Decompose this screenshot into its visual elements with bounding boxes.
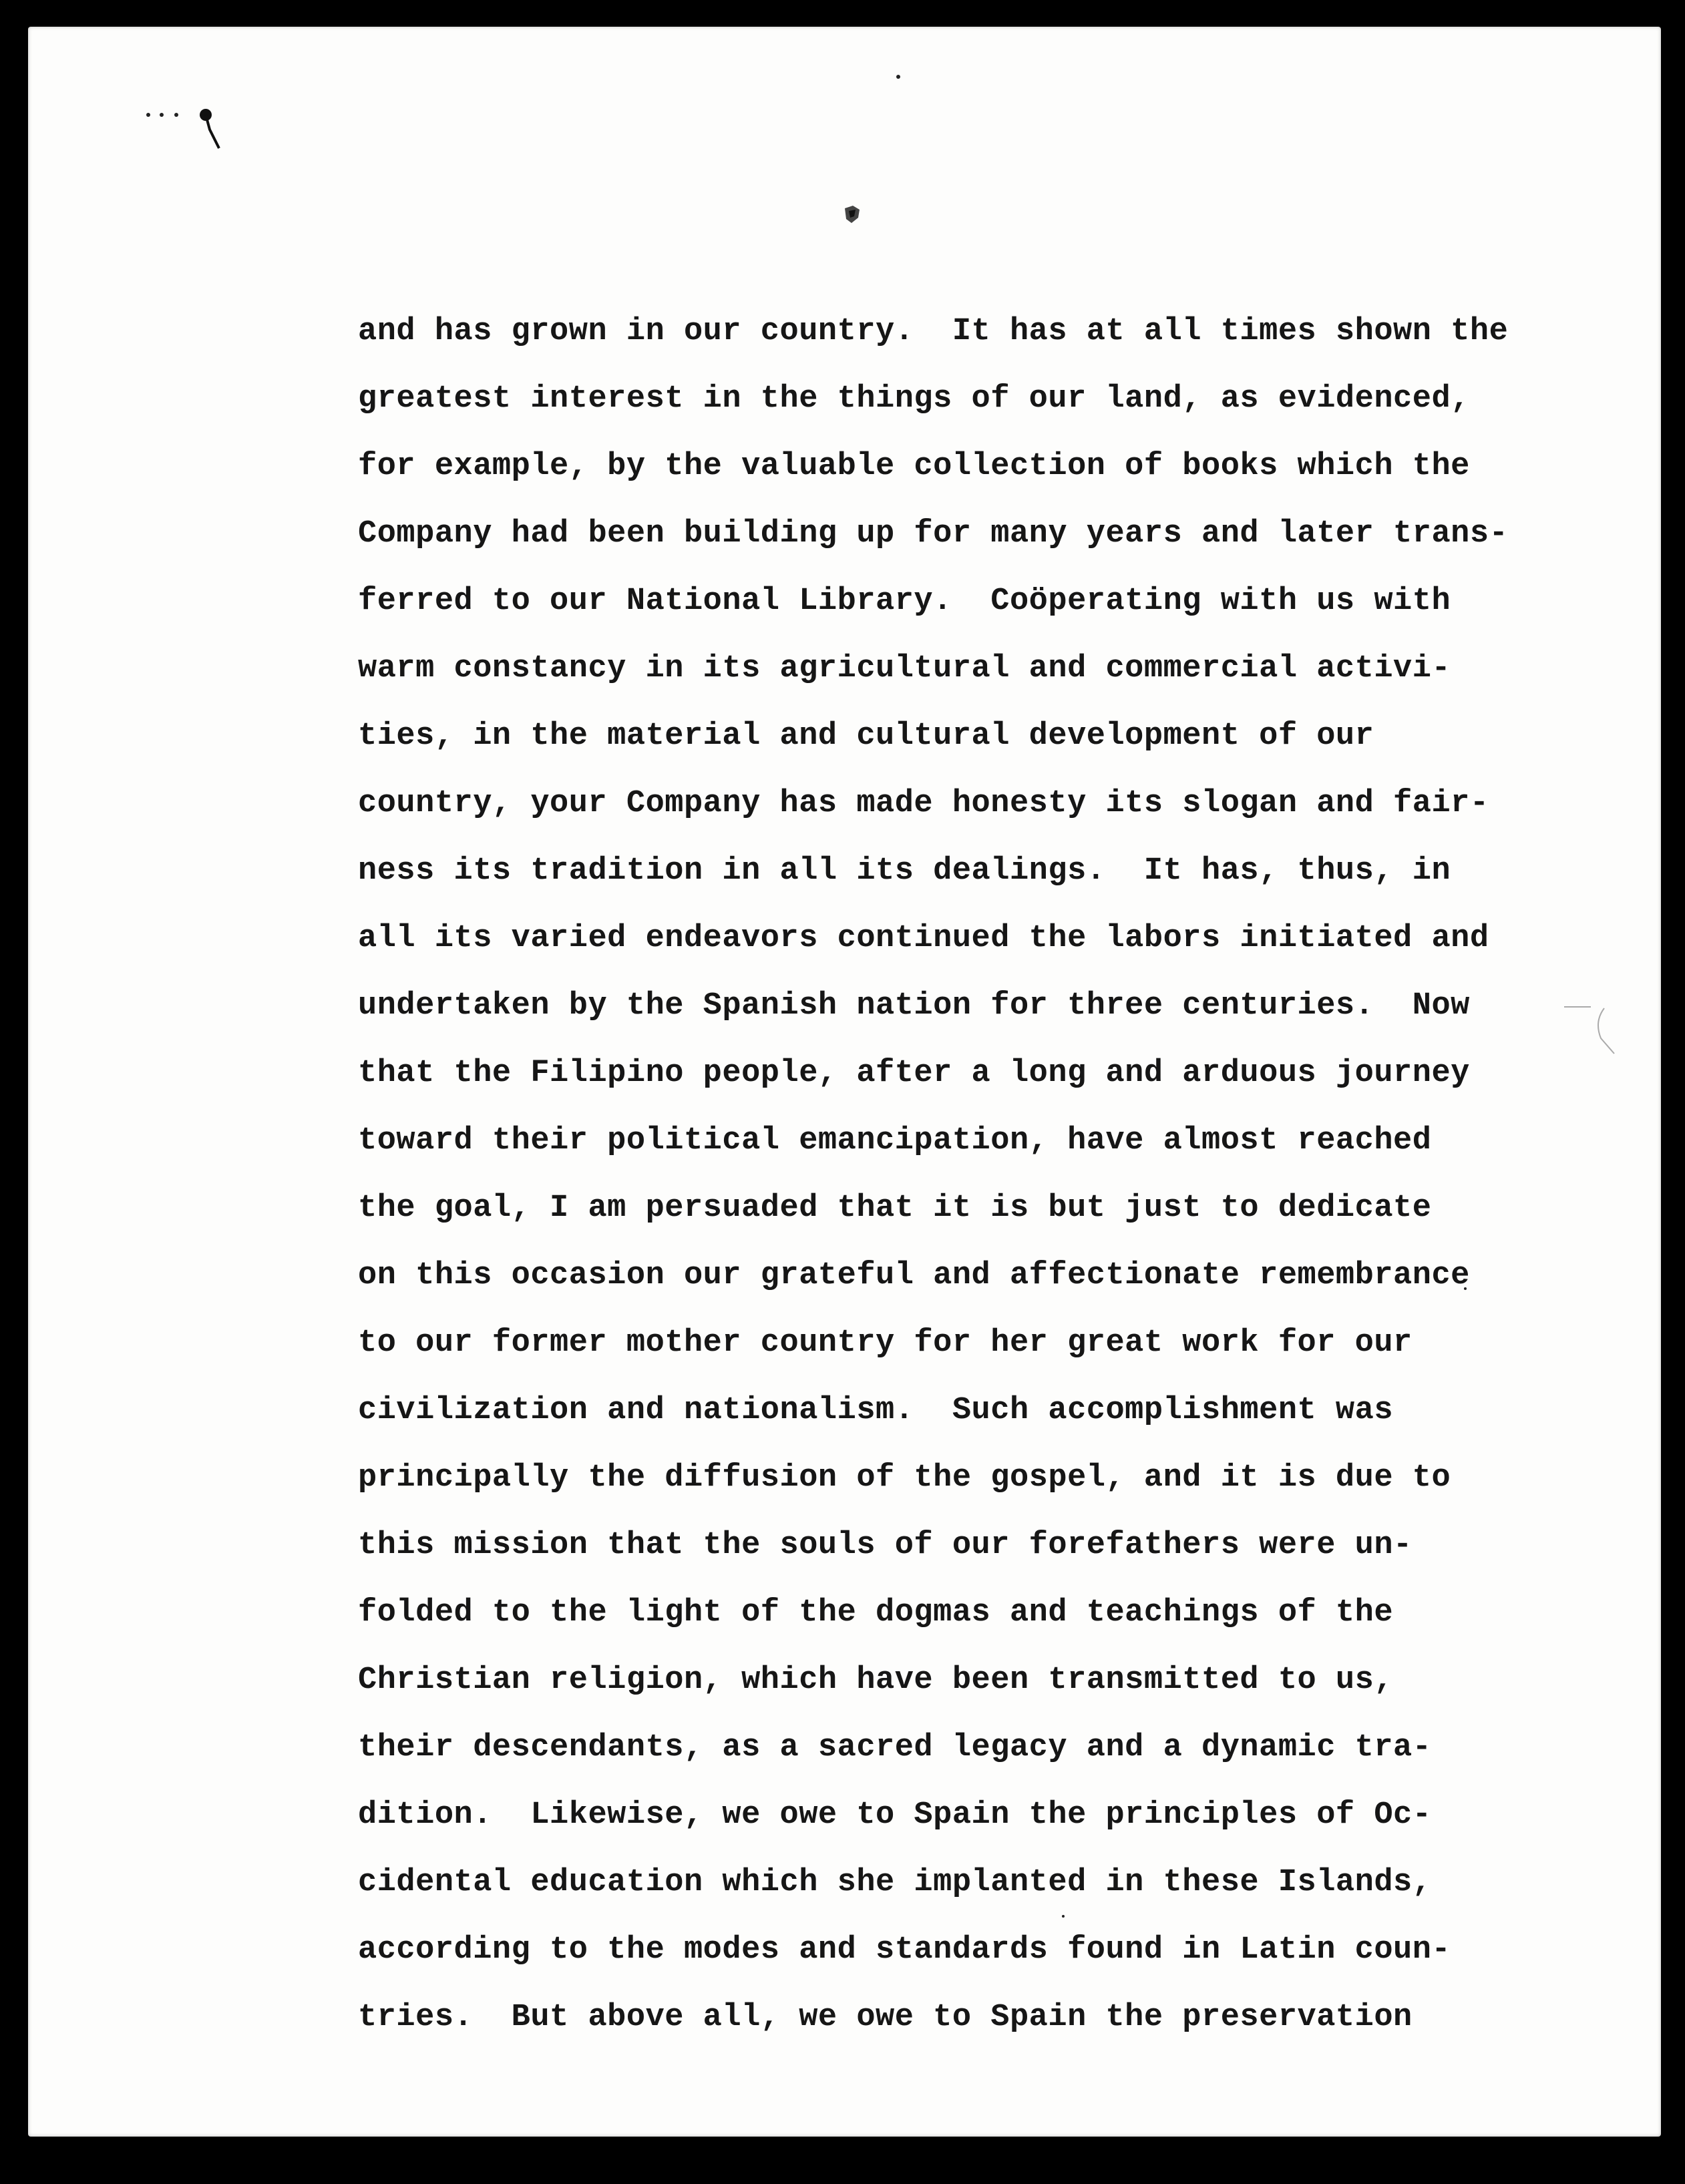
text-line: on this occasion our grateful and affectionate remembrance <box>358 1258 1470 1293</box>
text-line: all its varied endeavors continued the labors initiated and <box>358 921 1489 956</box>
text-line: according to the modes and standards found in Latin coun- <box>358 1932 1451 1968</box>
text-line: to our former mother country for her great work for our <box>358 1325 1413 1361</box>
text-line: dition. Likewise, we owe to Spain the principles of Oc- <box>358 1797 1432 1833</box>
text-line: ferred to our National Library. Coöperating with us with <box>358 584 1451 619</box>
text-line: Company had been building up for many years and later trans- <box>358 516 1509 552</box>
text-line: toward their political emancipation, have almost reached <box>358 1123 1432 1158</box>
text-line: tries. But above all, we owe to Spain the preservation <box>358 2000 1413 2035</box>
text-line: warm constancy in its agricultural and commercial activi- <box>358 651 1451 686</box>
text-line: the goal, I am persuaded that it is but just to dedicate <box>358 1190 1432 1226</box>
text-line: and has grown in our country. It has at all times shown the <box>358 314 1509 349</box>
text-line: civilization and nationalism. Such accomplishment was <box>358 1393 1394 1428</box>
text-line: principally the diffusion of the gospel, and it is due to <box>358 1460 1451 1496</box>
document-page <box>28 27 1661 2137</box>
text-line: that the Filipino people, after a long and arduous journey <box>358 1056 1470 1091</box>
text-line: for example, by the valuable collection of books which the <box>358 449 1470 484</box>
typed-text-block <box>358 298 1647 2051</box>
speck-top <box>896 75 900 79</box>
text-line: cidental education which she implanted in these Islands, <box>358 1865 1432 1900</box>
text-line: undertaken by the Spanish nation for three centuries. Now <box>358 988 1470 1024</box>
text-line: ties, in the material and cultural development of our <box>358 718 1374 754</box>
text-line: ness its tradition in all its dealings. It has, thus, in <box>358 853 1451 889</box>
text-line: country, your Company has made honesty its slogan and fair- <box>358 786 1489 821</box>
text-line: this mission that the souls of our forefathers were un- <box>358 1528 1413 1563</box>
text-line: Christian religion, which have been transmitted to us, <box>358 1663 1394 1698</box>
text-line: greatest interest in the things of our land, as evidenced, <box>358 381 1470 417</box>
text-line: their descendants, as a sacred legacy and a dynamic tra- <box>358 1730 1432 1765</box>
text-line: folded to the light of the dogmas and teachings of the <box>358 1595 1394 1630</box>
ink-blot-top-center <box>839 202 866 228</box>
pen-mark-top-left <box>142 100 222 160</box>
